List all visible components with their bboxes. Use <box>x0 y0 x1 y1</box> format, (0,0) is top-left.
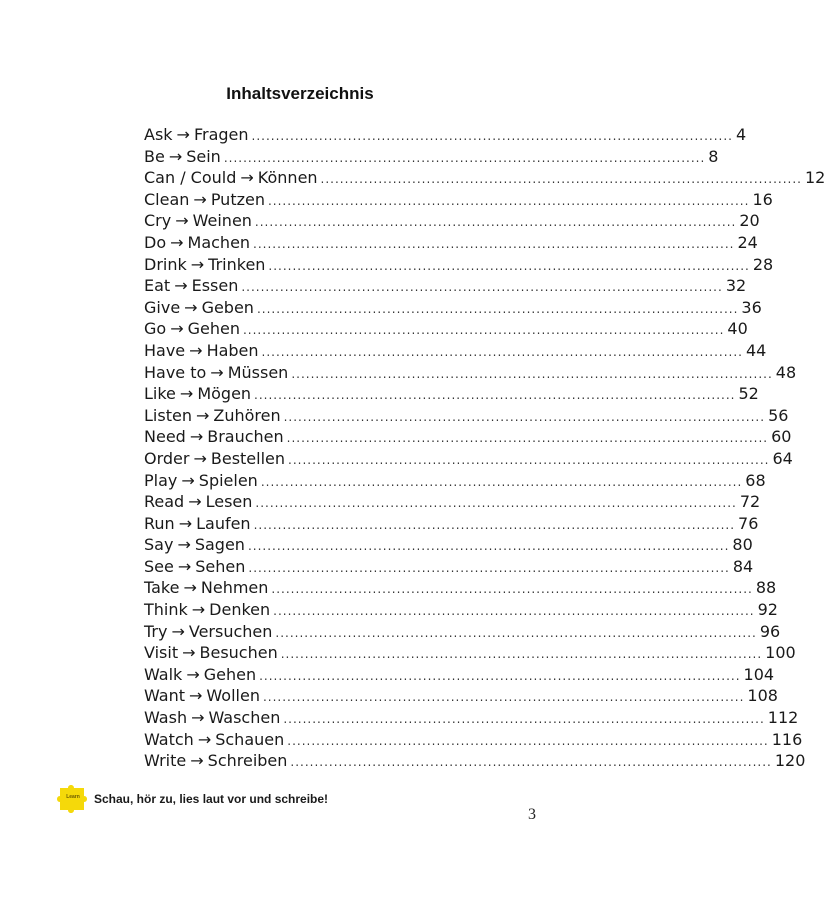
toc-page-number: 60 <box>771 427 792 447</box>
toc-german-verb: Nehmen <box>200 578 269 598</box>
toc-page-number: 28 <box>752 254 774 274</box>
toc-english-verb: Try <box>144 621 168 641</box>
arrow-icon: → <box>182 643 196 663</box>
arrow-icon: → <box>195 405 210 425</box>
arrow-icon: → <box>183 578 197 598</box>
toc-english-verb: Need <box>144 427 186 447</box>
toc-english-verb: Watch <box>144 729 194 749</box>
toc-entry <box>144 664 775 686</box>
dot-leader: .................................................................................................... <box>283 409 766 424</box>
toc-page-number: 12 <box>805 168 825 188</box>
toc-german-verb: Trinken <box>208 254 266 274</box>
toc-page-number: 100 <box>765 643 796 663</box>
page-number: 3 <box>528 806 536 823</box>
toc-page-number: 68 <box>745 470 766 490</box>
toc-entry <box>144 146 719 168</box>
toc-page-number: 104 <box>743 664 775 684</box>
arrow-icon: → <box>191 708 205 728</box>
dot-leader: .................................................................................................... <box>267 193 750 208</box>
toc-german-verb: Gehen <box>203 664 257 684</box>
toc-entry <box>144 470 766 492</box>
dot-leader: .................................................................................................... <box>248 560 730 575</box>
toc-german-verb: Besuchen <box>199 643 278 663</box>
dot-leader: .................................................................................................... <box>280 647 763 662</box>
toc-entry <box>144 254 774 276</box>
toc-page-number: 40 <box>727 319 748 339</box>
toc-entry <box>144 556 754 578</box>
toc-page-number: 72 <box>739 492 761 512</box>
toc-english-verb: Ask <box>144 125 173 144</box>
toc-german-verb: Schauen <box>215 729 285 749</box>
arrow-icon: → <box>174 276 188 296</box>
toc-entry <box>144 577 777 599</box>
dot-leader: .................................................................................................... <box>271 582 753 597</box>
dot-leader: .................................................................................................... <box>268 258 750 273</box>
toc-entry <box>144 642 796 664</box>
toc-entry <box>144 621 781 643</box>
toc-english-verb: Go <box>144 319 167 339</box>
toc-page-number: 116 <box>771 729 803 749</box>
toc-entry <box>144 189 773 211</box>
toc-german-verb: Essen <box>191 276 239 296</box>
toc-german-verb: Geben <box>201 297 254 317</box>
toc-german-verb: Bestellen <box>210 448 286 468</box>
toc-page-number: 108 <box>747 686 778 706</box>
toc-entry <box>144 491 761 513</box>
dot-leader: .................................................................................................... <box>259 668 741 683</box>
toc-german-verb: Versuchen <box>188 621 273 641</box>
toc-english-verb: Order <box>144 448 190 468</box>
arrow-icon: → <box>190 254 205 274</box>
arrow-icon: → <box>181 470 195 490</box>
toc-entry <box>144 448 793 470</box>
arrow-icon: → <box>177 556 192 576</box>
toc-english-verb: Listen <box>144 405 192 425</box>
toc-english-verb: Wash <box>144 708 188 728</box>
toc-page-number: 76 <box>738 513 759 533</box>
dot-leader: .................................................................................................... <box>241 280 723 295</box>
toc-german-verb: Weinen <box>192 211 252 231</box>
dot-leader: .................................................................................................... <box>283 712 765 727</box>
toc-entry <box>144 750 806 772</box>
toc-english-verb: Write <box>144 751 187 771</box>
toc-english-verb: Be <box>144 146 165 166</box>
toc-entry <box>144 275 747 297</box>
toc-german-verb: Spielen <box>198 470 258 490</box>
toc-entry <box>144 232 758 254</box>
dot-leader: .................................................................................................... <box>261 344 743 359</box>
toc-english-verb: Run <box>144 513 175 533</box>
toc-english-verb: Clean <box>144 189 190 209</box>
toc-german-verb: Machen <box>187 232 251 252</box>
dot-leader: .................................................................................................... <box>260 474 743 489</box>
toc-german-verb: Schreiben <box>207 751 288 771</box>
dot-leader: .................................................................................................... <box>253 517 736 532</box>
arrow-icon: → <box>168 146 183 166</box>
footer-slogan: Schau, hör zu, lies laut vor und schreibe! <box>94 792 329 806</box>
toc-entry <box>144 297 762 319</box>
toc-english-verb: Have to <box>144 362 207 382</box>
toc-english-verb: Think <box>144 600 188 620</box>
table-of-contents <box>144 124 825 772</box>
toc-english-verb: Read <box>144 492 185 512</box>
toc-entry <box>144 729 803 751</box>
toc-german-verb: Denken <box>209 600 271 620</box>
toc-german-verb: Brauchen <box>207 427 284 447</box>
arrow-icon: → <box>189 340 203 360</box>
toc-english-verb: Say <box>144 535 174 555</box>
arrow-icon: → <box>176 125 190 144</box>
toc-entry <box>144 340 767 362</box>
toc-english-verb: Have <box>144 340 186 360</box>
arrow-icon: → <box>193 448 207 468</box>
toc-entry <box>144 513 759 535</box>
toc-entry <box>144 124 747 146</box>
toc-entry <box>144 599 778 621</box>
page-title: Inhaltsverzeichnis <box>226 84 374 103</box>
dot-leader: .................................................................................................... <box>254 388 736 403</box>
toc-english-verb: Visit <box>144 643 179 663</box>
toc-english-verb: Like <box>144 384 176 404</box>
toc-german-verb: Sagen <box>194 535 245 555</box>
toc-english-verb: Play <box>144 470 178 490</box>
toc-page-number: 92 <box>757 600 778 620</box>
dot-leader: .................................................................................................... <box>320 172 802 187</box>
toc-page-number: 64 <box>772 448 793 468</box>
puzzle-logo-icon <box>54 784 92 814</box>
dot-leader: .................................................................................................... <box>247 539 730 554</box>
arrow-icon: → <box>170 232 184 252</box>
toc-english-verb: See <box>144 556 174 576</box>
arrow-icon: → <box>193 189 207 209</box>
toc-page-number: 80 <box>732 535 753 555</box>
toc-german-verb: Sein <box>186 146 221 166</box>
toc-german-verb: Putzen <box>210 189 265 209</box>
dot-leader: .................................................................................................... <box>273 604 755 619</box>
toc-german-verb: Haben <box>206 340 259 360</box>
toc-german-verb: Waschen <box>208 708 281 728</box>
logo-text: Learn <box>66 794 80 800</box>
toc-page-number: 120 <box>774 751 806 771</box>
arrow-icon: → <box>184 297 198 317</box>
toc-entry <box>144 362 797 384</box>
arrow-icon: → <box>179 384 194 404</box>
toc-german-verb: Sehen <box>195 556 246 576</box>
toc-german-verb: Wollen <box>206 686 260 706</box>
arrow-icon: → <box>170 319 184 339</box>
toc-german-verb: Gehen <box>187 319 240 339</box>
arrow-icon: → <box>197 729 212 749</box>
toc-page-number: 112 <box>767 708 799 728</box>
dot-leader: .................................................................................................... <box>275 625 757 640</box>
toc-page-number: 4 <box>735 125 747 144</box>
toc-entry <box>144 405 789 427</box>
toc-page-number: 8 <box>708 146 719 166</box>
toc-english-verb: Do <box>144 232 167 252</box>
arrow-icon: → <box>175 211 189 231</box>
dot-leader: .................................................................................................... <box>255 496 737 511</box>
toc-page-number: 44 <box>746 340 767 360</box>
toc-page-number: 56 <box>768 405 789 425</box>
arrow-icon: → <box>210 362 224 382</box>
toc-page-number: 24 <box>737 232 758 252</box>
arrow-icon: → <box>240 168 254 188</box>
dot-leader: .................................................................................................... <box>253 236 735 251</box>
toc-page-number: 20 <box>739 211 760 231</box>
toc-english-verb: Drink <box>144 254 187 274</box>
dot-leader: .................................................................................................... <box>256 301 739 316</box>
dot-leader: .................................................................................................... <box>286 431 769 446</box>
dot-leader: .................................................................................................... <box>288 452 770 467</box>
toc-german-verb: Fragen <box>193 125 249 144</box>
toc-entry <box>144 707 799 729</box>
toc-page-number: 16 <box>752 189 773 209</box>
toc-entry <box>144 685 778 707</box>
toc-entry <box>144 426 792 448</box>
toc-entry <box>144 167 825 189</box>
toc-entry <box>144 534 753 556</box>
arrow-icon: → <box>189 686 203 706</box>
arrow-icon: → <box>178 513 193 533</box>
arrow-icon: → <box>186 664 200 684</box>
arrow-icon: → <box>171 621 185 641</box>
arrow-icon: → <box>190 751 204 771</box>
arrow-icon: → <box>189 427 204 447</box>
dot-leader: .................................................................................................... <box>223 150 706 165</box>
toc-english-verb: Can / Could <box>144 168 237 188</box>
toc-english-verb: Cry <box>144 211 172 231</box>
toc-page-number: 32 <box>725 276 747 296</box>
dot-leader: .................................................................................................... <box>287 733 769 748</box>
footer <box>54 784 328 814</box>
dot-leader: .................................................................................................... <box>262 690 745 705</box>
arrow-icon: → <box>188 492 202 512</box>
toc-german-verb: Können <box>257 168 318 188</box>
toc-german-verb: Müssen <box>227 362 289 382</box>
toc-german-verb: Lesen <box>205 492 253 512</box>
toc-page-number: 84 <box>732 556 754 576</box>
toc-page-number: 88 <box>755 578 777 598</box>
toc-entry <box>144 210 760 232</box>
toc-english-verb: Take <box>144 578 180 598</box>
toc-page-number: 48 <box>775 362 797 382</box>
toc-entry <box>144 318 748 340</box>
toc-english-verb: Eat <box>144 276 171 296</box>
dot-leader: .................................................................................................... <box>242 323 725 338</box>
toc-page-number: 36 <box>741 297 762 317</box>
dot-leader: .................................................................................................... <box>291 366 773 381</box>
toc-english-verb: Walk <box>144 664 183 684</box>
dot-leader: .................................................................................................... <box>290 755 772 770</box>
toc-page-number: 52 <box>738 384 759 404</box>
toc-english-verb: Give <box>144 297 181 317</box>
toc-entry <box>144 383 759 405</box>
toc-page-number: 96 <box>759 621 781 641</box>
arrow-icon: → <box>191 600 206 620</box>
toc-german-verb: Mögen <box>197 384 252 404</box>
toc-english-verb: Want <box>144 686 186 706</box>
dot-leader: .................................................................................................... <box>254 215 737 230</box>
toc-german-verb: Laufen <box>196 513 251 533</box>
dot-leader: .................................................................................................... <box>251 129 733 143</box>
toc-german-verb: Zuhören <box>213 405 281 425</box>
arrow-icon: → <box>177 535 191 555</box>
